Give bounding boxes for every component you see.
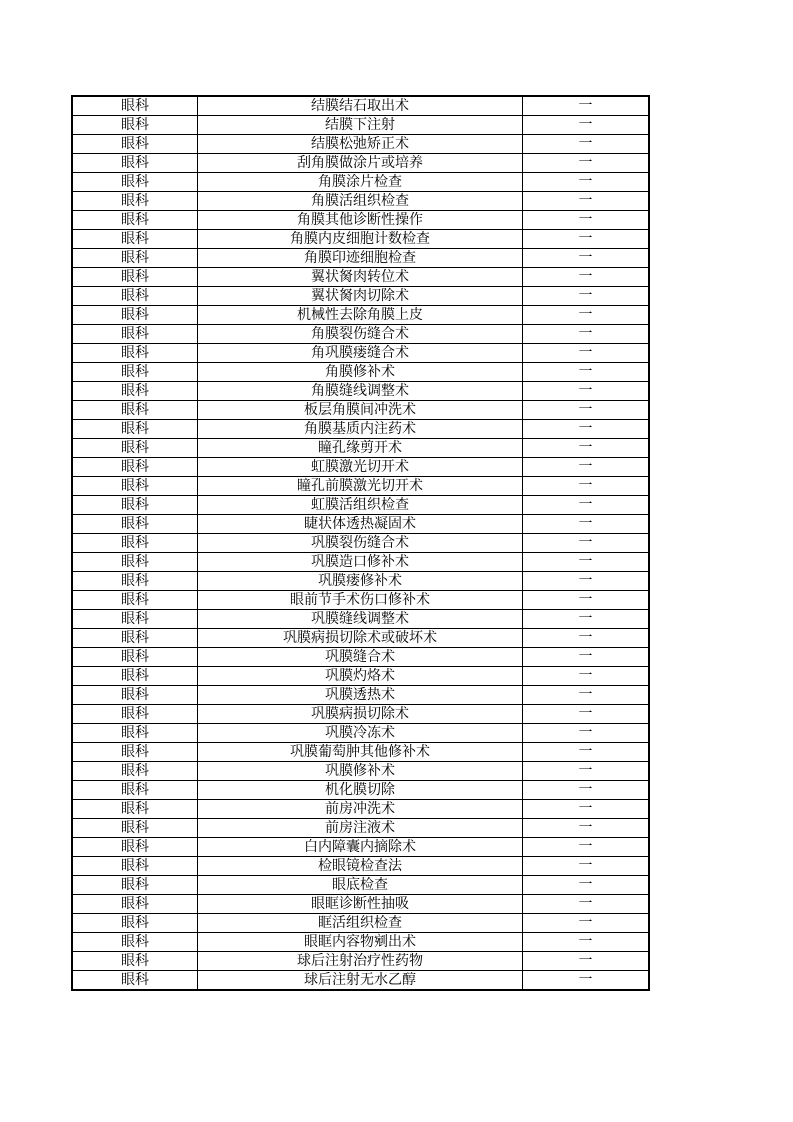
grade-cell: 一 [523,895,650,914]
grade-cell: 一 [523,781,650,800]
procedure-name-cell: 球后注射治疗性药物 [198,952,523,971]
table-row [72,648,649,667]
department-cell: 眼科 [72,496,198,515]
table-row [72,344,649,363]
table-row [72,857,649,876]
department-cell: 眼科 [72,363,198,382]
department-cell: 眼科 [72,876,198,895]
department-cell: 眼科 [72,724,198,743]
grade-cell: 一 [523,458,650,477]
table-row [72,401,649,420]
table-row [72,743,649,762]
procedure-name-cell: 角膜裂伤缝合术 [198,325,523,344]
department-cell: 眼科 [72,952,198,971]
grade-cell: 一 [523,230,650,249]
department-cell: 眼科 [72,857,198,876]
table-row [72,363,649,382]
procedure-name-cell: 虹膜激光切开术 [198,458,523,477]
grade-cell: 一 [523,192,650,211]
table-row [72,781,649,800]
procedure-name-cell: 巩膜修补术 [198,762,523,781]
department-cell: 眼科 [72,534,198,553]
department-cell: 眼科 [72,572,198,591]
grade-cell: 一 [523,705,650,724]
department-cell: 眼科 [72,800,198,819]
grade-cell: 一 [523,819,650,838]
procedure-name-cell: 翼状胬肉转位术 [198,268,523,287]
procedure-name-cell: 巩膜缝合术 [198,648,523,667]
grade-cell: 一 [523,743,650,762]
procedure-name-cell: 角膜涂片检查 [198,173,523,192]
procedure-name-cell: 角膜修补术 [198,363,523,382]
table-row [72,591,649,610]
table-row [72,173,649,192]
table-row [72,876,649,895]
procedure-name-cell: 巩膜裂伤缝合术 [198,534,523,553]
grade-cell: 一 [523,648,650,667]
procedure-name-cell: 角膜其他诊断性操作 [198,211,523,230]
procedure-name-cell: 角膜内皮细胞计数检查 [198,230,523,249]
department-cell: 眼科 [72,135,198,154]
grade-cell: 一 [523,135,650,154]
grade-cell: 一 [523,876,650,895]
department-cell: 眼科 [72,325,198,344]
grade-cell: 一 [523,496,650,515]
grade-cell: 一 [523,762,650,781]
department-cell: 眼科 [72,192,198,211]
procedure-name-cell: 瞳孔缘剪开术 [198,439,523,458]
grade-cell: 一 [523,933,650,952]
procedure-name-cell: 虹膜活组织检查 [198,496,523,515]
department-cell: 眼科 [72,914,198,933]
department-cell: 眼科 [72,762,198,781]
procedure-name-cell: 巩膜瘘修补术 [198,572,523,591]
procedure-name-cell: 结膜结石取出术 [198,96,523,116]
procedure-name-cell: 眶活组织检查 [198,914,523,933]
grade-cell: 一 [523,211,650,230]
department-cell: 眼科 [72,667,198,686]
table-row [72,515,649,534]
table-row [72,705,649,724]
table-row [72,154,649,173]
grade-cell: 一 [523,800,650,819]
department-cell: 眼科 [72,781,198,800]
table-row [72,211,649,230]
procedure-name-cell: 结膜下注射 [198,116,523,135]
table-row [72,914,649,933]
procedure-name-cell: 瞳孔前膜激光切开术 [198,477,523,496]
grade-cell: 一 [523,306,650,325]
table-row [72,477,649,496]
table-body [72,96,649,990]
procedure-name-cell: 巩膜透热术 [198,686,523,705]
department-cell: 眼科 [72,382,198,401]
procedure-name-cell: 角膜基质内注药术 [198,420,523,439]
procedure-name-cell: 角膜活组织检查 [198,192,523,211]
procedure-name-cell: 机械性去除角膜上皮 [198,306,523,325]
table-row [72,800,649,819]
grade-cell: 一 [523,325,650,344]
procedure-name-cell: 巩膜冷冻术 [198,724,523,743]
table-row [72,572,649,591]
procedure-name-cell: 眼眶诊断性抽吸 [198,895,523,914]
procedure-name-cell: 眼眶内容物剜出术 [198,933,523,952]
grade-cell: 一 [523,96,650,116]
procedure-name-cell: 板层角膜间冲洗术 [198,401,523,420]
procedure-name-cell: 球后注射无水乙醇 [198,971,523,991]
department-cell: 眼科 [72,819,198,838]
grade-cell: 一 [523,439,650,458]
grade-cell: 一 [523,667,650,686]
department-cell: 眼科 [72,648,198,667]
department-cell: 眼科 [72,401,198,420]
procedure-name-cell: 检眼镜检查法 [198,857,523,876]
procedure-name-cell: 前房注液术 [198,819,523,838]
procedure-name-cell: 前房冲洗术 [198,800,523,819]
grade-cell: 一 [523,629,650,648]
grade-cell: 一 [523,534,650,553]
grade-cell: 一 [523,154,650,173]
department-cell: 眼科 [72,211,198,230]
department-cell: 眼科 [72,515,198,534]
department-cell: 眼科 [72,591,198,610]
department-cell: 眼科 [72,610,198,629]
department-cell: 眼科 [72,287,198,306]
table-row [72,192,649,211]
department-cell: 眼科 [72,420,198,439]
procedure-name-cell: 眼底检查 [198,876,523,895]
grade-cell: 一 [523,382,650,401]
grade-cell: 一 [523,952,650,971]
procedure-name-cell: 角膜缝线调整术 [198,382,523,401]
department-cell: 眼科 [72,629,198,648]
grade-cell: 一 [523,971,650,991]
department-cell: 眼科 [72,838,198,857]
procedure-name-cell: 巩膜缝线调整术 [198,610,523,629]
department-cell: 眼科 [72,933,198,952]
grade-cell: 一 [523,838,650,857]
procedure-name-cell: 巩膜病损切除术或破坏术 [198,629,523,648]
department-cell: 眼科 [72,344,198,363]
table-row [72,268,649,287]
procedure-name-cell: 眼前节手术伤口修补术 [198,591,523,610]
table-row [72,838,649,857]
grade-cell: 一 [523,572,650,591]
procedure-name-cell: 机化膜切除 [198,781,523,800]
grade-cell: 一 [523,249,650,268]
table-row [72,553,649,572]
table-row [72,534,649,553]
department-cell: 眼科 [72,743,198,762]
department-cell: 眼科 [72,458,198,477]
grade-cell: 一 [523,116,650,135]
department-cell: 眼科 [72,553,198,572]
grade-cell: 一 [523,344,650,363]
procedure-name-cell: 巩膜灼烙术 [198,667,523,686]
table-row [72,230,649,249]
grade-cell: 一 [523,610,650,629]
procedure-name-cell: 角巩膜瘘缝合术 [198,344,523,363]
table-row [72,933,649,952]
table-row [72,249,649,268]
table-row [72,610,649,629]
table-row [72,762,649,781]
department-cell: 眼科 [72,477,198,496]
grade-cell: 一 [523,268,650,287]
procedure-name-cell: 巩膜造口修补术 [198,553,523,572]
grade-cell: 一 [523,515,650,534]
grade-cell: 一 [523,401,650,420]
table-row [72,306,649,325]
procedure-name-cell: 角膜印迹细胞检查 [198,249,523,268]
procedure-name-cell: 巩膜病损切除术 [198,705,523,724]
grade-cell: 一 [523,724,650,743]
department-cell: 眼科 [72,173,198,192]
department-cell: 眼科 [72,249,198,268]
table-row [72,420,649,439]
grade-cell: 一 [523,553,650,572]
department-cell: 眼科 [72,686,198,705]
table-row [72,325,649,344]
grade-cell: 一 [523,686,650,705]
table-row [72,667,649,686]
table-row [72,496,649,515]
grade-cell: 一 [523,287,650,306]
procedure-name-cell: 翼状胬肉切除术 [198,287,523,306]
procedure-table [71,95,650,991]
table-row [72,458,649,477]
table-row [72,819,649,838]
department-cell: 眼科 [72,96,198,116]
procedure-name-cell: 睫状体透热凝固术 [198,515,523,534]
grade-cell: 一 [523,914,650,933]
procedure-name-cell: 白内障囊内摘除术 [198,838,523,857]
table-row [72,135,649,154]
department-cell: 眼科 [72,116,198,135]
table-row [72,382,649,401]
table-row [72,686,649,705]
department-cell: 眼科 [72,705,198,724]
grade-cell: 一 [523,363,650,382]
table-row [72,629,649,648]
table-row [72,287,649,306]
department-cell: 眼科 [72,268,198,287]
table-row [72,895,649,914]
department-cell: 眼科 [72,306,198,325]
table-row [72,439,649,458]
department-cell: 眼科 [72,439,198,458]
grade-cell: 一 [523,173,650,192]
table-row [72,116,649,135]
procedure-name-cell: 结膜松弛矫正术 [198,135,523,154]
procedure-name-cell: 巩膜葡萄肿其他修补术 [198,743,523,762]
grade-cell: 一 [523,591,650,610]
grade-cell: 一 [523,857,650,876]
table-row [72,971,649,991]
department-cell: 眼科 [72,971,198,991]
table-row [72,952,649,971]
table-row [72,96,649,116]
procedure-name-cell: 刮角膜做涂片或培养 [198,154,523,173]
department-cell: 眼科 [72,895,198,914]
grade-cell: 一 [523,477,650,496]
grade-cell: 一 [523,420,650,439]
department-cell: 眼科 [72,230,198,249]
table-row [72,724,649,743]
department-cell: 眼科 [72,154,198,173]
